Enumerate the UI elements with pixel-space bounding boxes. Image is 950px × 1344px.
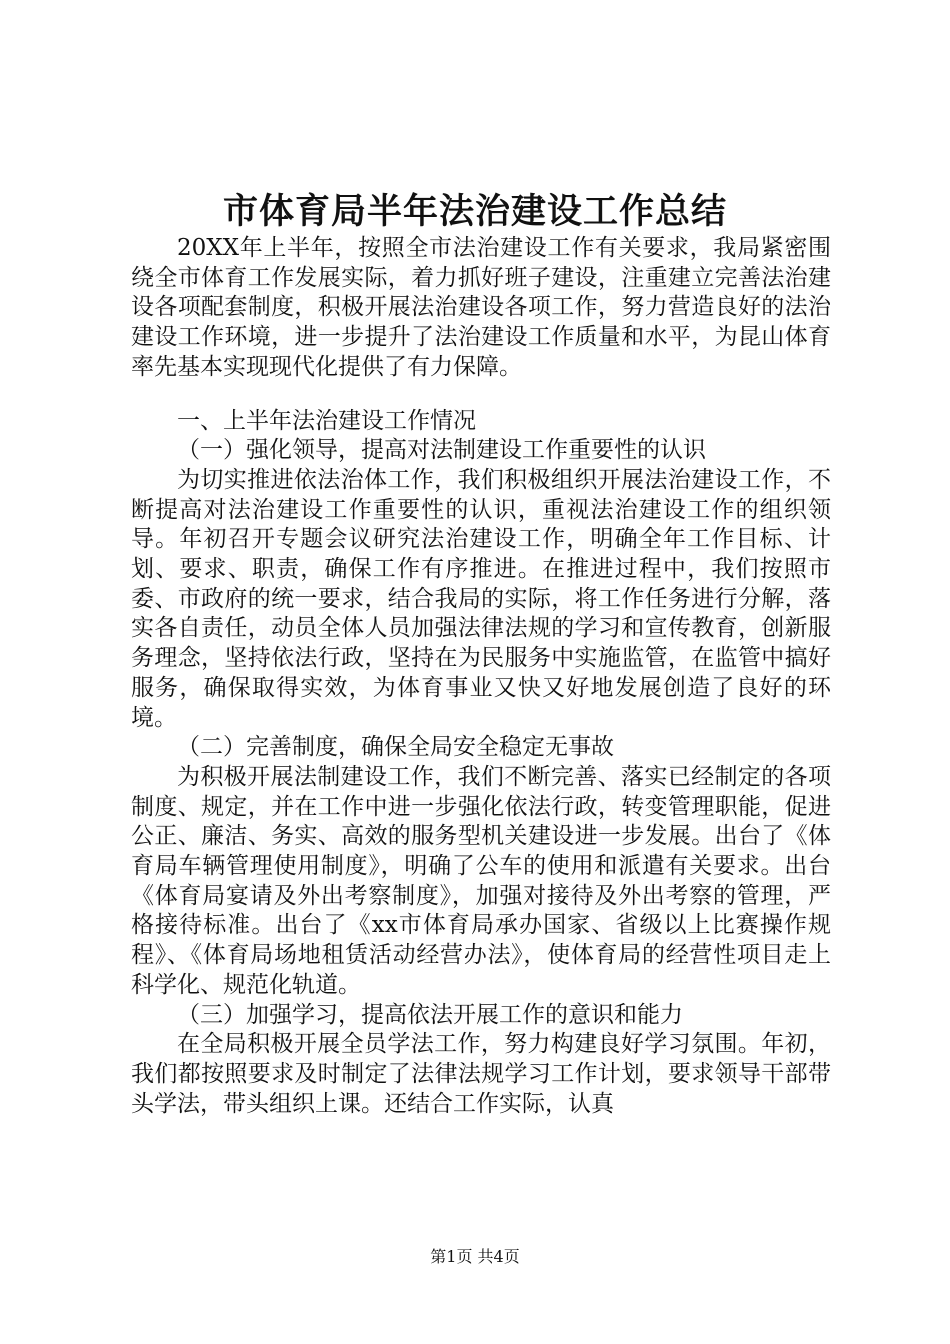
subsection-heading-1: （一）强化领导，提高对法制建设工作重要性的认识 (177, 437, 706, 464)
body-paragraph-1: 为切实推进依法治体工作，我们积极组织开展法治建设工作，不断提高对法治建设工作重要性的认识，重视法治建设工作的组织领导。年初召开专题会议研究法治建设工作，明确全年工作目标、计划、要求、职责，确保工作有序推进。在推进过程中，我们按照市委、市政府的统一要求，结合我局的实际，将工作任务进行分解，落实各自责任，动员全体人员加强法律法规的学习和宣传教育，创新服务理念，坚持依法行政，坚持在为民服务中实施监管，在监管中搞好服务，确保取得实效，为体育事业又快又好地发展创造了良好的环境。 (131, 466, 831, 731)
intro-paragraph: 20XX年上半年，按照全市法治建设工作有关要求，我局紧密围绕全市体育工作发展实际，着力抓好班子建设，注重建立完善法治建设各项配套制度，积极开展法治建设各项工作，努力营造良好的法治建设工作环境，进一步提升了法治建设工作质量和水平，为昆山体育率先基本实现现代化提供了有力保障。 (131, 235, 831, 380)
page-number-footer: 第1页 共4页 (430, 1247, 520, 1266)
body-paragraph-3: 在全局积极开展全员学法工作，努力构建良好学习氛围。年初，我们都按照要求及时制定了法律法规学习工作计划，要求领导干部带头学法，带头组织上课。还结合工作实际，认真 (131, 1031, 831, 1117)
document-title: 市体育局半年法治建设工作总结 (222, 191, 727, 232)
subsection-heading-3: （三）加强学习，提高依法开展工作的意识和能力 (177, 1001, 683, 1028)
body-paragraph-2: 为积极开展法制建设工作，我们不断完善、落实已经制定的各项制度、规定，并在工作中进一步强化依法行政，转变管理职能，促进公正、廉洁、务实、高效的服务型机关建设进一步发展。出台了《体育局车辆管理使用制度》，明确了公车的使用和派遣有关要求。出台《体育局宴请及外出考察制度》，加强对接待及外出考察的管理，严格接待标准。出台了《xx市体育局承办国家、省级以上比赛操作规程》、《体育局场地租赁活动经营办法》，使体育局的经营性项目走上科学化、规范化轨道。 (131, 763, 831, 998)
document-body (131, 234, 831, 1119)
subsection-heading-2: （二）完善制度，确保全局安全稳定无事故 (177, 734, 614, 761)
section-heading: 一、上半年法治建设工作情况 (177, 407, 476, 434)
